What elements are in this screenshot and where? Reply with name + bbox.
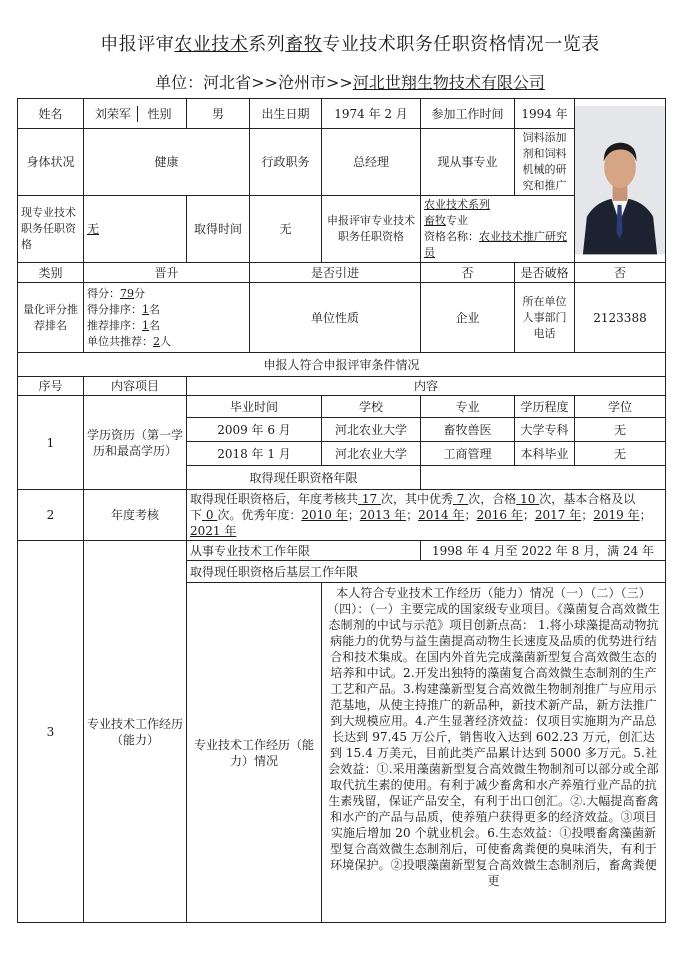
apply-series: 农业技术系列	[424, 198, 490, 211]
score-rank-value: 1	[142, 302, 149, 316]
edu-cell: 本科毕业	[515, 442, 575, 466]
unit-total-value: 2	[153, 334, 160, 348]
apply-specialty: 畜牧	[424, 214, 446, 227]
edu-header: 专业	[421, 396, 515, 418]
work-narrative: 本人符合专业技术工作经历（能力）情况（一）（二）（三）（四）：（一）主要完成的国家级专业项目。《藻菌复合高效微生态制剂的中试与示范》项目创新点高： 1.将小球藻提高动物抗病能力的优势与益生菌提高动物生长速度及品质的优势进行结合和技术集成。在国内外首先完成藻菌新型复合高效微生态的培养和中试。2.开发出独特的藻菌复合高效微生态制剂的生产工艺和产品。3.构建藻新型复合高效微生物制剂推广与应用示范基地，从使主持推广的新品种，新技术新产品，新方法推广到大规模应用。4.产生显著经济效益：仅项目实施期为产品总长达到 97.45 万公斤，销售收入达到 602.23 万元，创汇达到 15.4 万美元，目前此类产品累计达到 5000 多万元。5.社会效益：①.采用藻菌新型复合高效微生物制剂可以部分或全部取代抗生素的使用。有利于减少畜禽和水产养殖行业产品的抗生素残留，保证产品安全，有利于出口创汇。②.大幅提高畜禽和水产的产品与品质，使养殖户获得更多的经济效益。③项目实施后增加 20 个就业机会。6.生态效益：①投喂畜禽藻菌新型复合高效微生态制剂后，可使畜禽粪便的臭味消失，有利于环境保护。②投喂藻菌新型复合高效微生态制剂后，畜禽粪便更	[322, 583, 666, 923]
unit-separator: >>	[326, 73, 353, 92]
col-seq-header: 序号	[18, 377, 84, 396]
recommend-rank-value: 1	[142, 318, 149, 332]
page-title	[0, 30, 700, 56]
obtain-time-label: 取得时间	[187, 196, 250, 263]
gender-value: 男	[187, 99, 250, 129]
unit-city: 沧州市	[278, 73, 327, 92]
edu-header: 学历程度	[515, 396, 575, 418]
edu-header: 学校	[322, 396, 421, 418]
unit-province: 河北省	[203, 73, 252, 92]
work-years-value: 1998 年 4 月至 2022 年 8 月，满 24 年	[421, 541, 666, 561]
current-specialty-value: 饲料添加剂和饲料机械的研究和推广	[515, 129, 575, 196]
edu-cell: 畜牧兽医	[421, 418, 515, 442]
health-value: 健康	[84, 129, 250, 196]
hr-phone-label: 所在单位人事部门电话	[515, 283, 575, 353]
title-suffix: 专业技术职务任职资格情况一览表	[322, 34, 600, 55]
exception-label: 是否破格	[515, 263, 575, 283]
work-item: 专业技术工作经历（能力）	[84, 541, 187, 923]
grassroots-label: 取得现任职资格后基层工作年限	[187, 561, 666, 583]
edu-cell: 无	[575, 418, 666, 442]
edu-cell: 2018 年 1 月	[187, 442, 322, 466]
excellent-year: 2014 年	[418, 508, 465, 522]
edu-cell: 2009 年 6 月	[187, 418, 322, 442]
edu-years-label: 取得现任职资格年限	[187, 466, 421, 490]
title-series: 农业技术	[174, 34, 249, 55]
edu-cell: 大学专科	[515, 418, 575, 442]
assess-item: 年度考核	[84, 490, 187, 541]
birth-label: 出生日期	[250, 99, 322, 129]
edu-item: 学历资历（第一学历和最高学历）	[84, 396, 187, 490]
hr-phone-value: 2123388	[575, 283, 666, 353]
introduced-label: 是否引进	[250, 263, 421, 283]
exception-value: 否	[575, 263, 666, 283]
edu-cell: 河北农业大学	[322, 418, 421, 442]
unit-label: 单位：	[155, 73, 204, 92]
ranking-label: 量化评分推荐排名	[18, 283, 84, 353]
qualification-table	[17, 98, 666, 923]
name-value-cell	[84, 99, 187, 129]
excellent-year: 2013 年	[359, 508, 407, 522]
apply-qual-value	[421, 196, 575, 263]
excellent-year: 2016 年	[476, 508, 523, 522]
excellent-year: 2019 年	[593, 508, 640, 522]
score-value: 79	[120, 286, 134, 300]
name-label: 姓名	[18, 99, 84, 129]
assess-qualified: 10	[520, 492, 536, 506]
excellent-year: 2021 年	[190, 524, 237, 538]
work-seq: 3	[18, 541, 84, 923]
section-title: 申报人符合申报评审条件情况	[18, 353, 666, 377]
category-value: 晋升	[84, 263, 250, 283]
photo-cell	[575, 99, 666, 263]
category-label: 类别	[18, 263, 84, 283]
apply-qual-label: 申报评审专业技术职务任职资格	[322, 196, 421, 263]
unit-nature-value: 企业	[421, 283, 515, 353]
apply-qual-name: 农业技术推广研究员	[424, 230, 567, 259]
name-value: 刘荣军	[94, 106, 131, 121]
introduced-value: 否	[421, 263, 515, 283]
edu-seq: 1	[18, 396, 84, 490]
edu-cell: 无	[575, 442, 666, 466]
edu-header: 毕业时间	[187, 396, 322, 418]
title-prefix: 申报评审	[100, 34, 175, 55]
assess-seq: 2	[18, 490, 84, 541]
assess-basic: 0	[205, 508, 214, 522]
work-start-value: 1994 年	[515, 99, 575, 129]
edu-cell: 河北农业大学	[322, 442, 421, 466]
assess-total: 17	[361, 492, 378, 506]
unit-line	[0, 70, 700, 93]
edu-header: 学位	[575, 396, 666, 418]
unit-nature-label: 单位性质	[250, 283, 421, 353]
title-mid: 系列	[248, 34, 286, 55]
assess-excellent: 7	[456, 492, 465, 506]
birth-value: 1974 年 2 月	[322, 99, 421, 129]
excellent-year: 2017 年	[534, 508, 582, 522]
current-specialty-label: 现从事专业	[421, 129, 515, 196]
work-start-label: 参加工作时间	[421, 99, 515, 129]
obtain-time-value: 无	[250, 196, 322, 263]
edu-years-value	[421, 466, 666, 490]
apply-specialty-suffix: 专业	[446, 214, 468, 227]
assess-content: 取得现任职资格后，年度考核共 17 次，其中优秀 7 次，合格 10 次，基本合格及以下 0 次。优秀年度：2010 年；2013 年；2014 年；2016 年；2017 年；2019 年；2021 年	[187, 490, 666, 541]
title-specialty: 畜牧	[285, 34, 323, 55]
unit-company: 河北世翔生物技术有限公司	[352, 73, 545, 92]
col-content-header: 内容	[187, 377, 666, 396]
work-sub-item: 专业技术工作经历（能力）情况	[187, 583, 322, 923]
admin-post-label: 行政职务	[250, 129, 322, 196]
current-qual-value: 无	[87, 222, 100, 236]
health-label: 身体状况	[18, 129, 84, 196]
work-years-label: 从事专业技术工作年限	[187, 541, 421, 561]
gender-label: 性别	[137, 106, 181, 122]
applicant-photo	[575, 106, 665, 254]
current-qual-label: 现专业技术职务任职资格	[18, 196, 84, 263]
col-item-header: 内容项目	[84, 377, 187, 396]
excellent-year: 2010 年	[301, 508, 348, 522]
edu-cell: 工商管理	[421, 442, 515, 466]
admin-post-value: 总经理	[322, 129, 421, 196]
apply-qual-name-label: 资格名称：	[424, 230, 479, 243]
ranking-value: 得分：79分 得分排序：1名 推荐排序：1名 单位共推荐：2人	[84, 283, 250, 353]
unit-separator: >>	[251, 73, 278, 92]
